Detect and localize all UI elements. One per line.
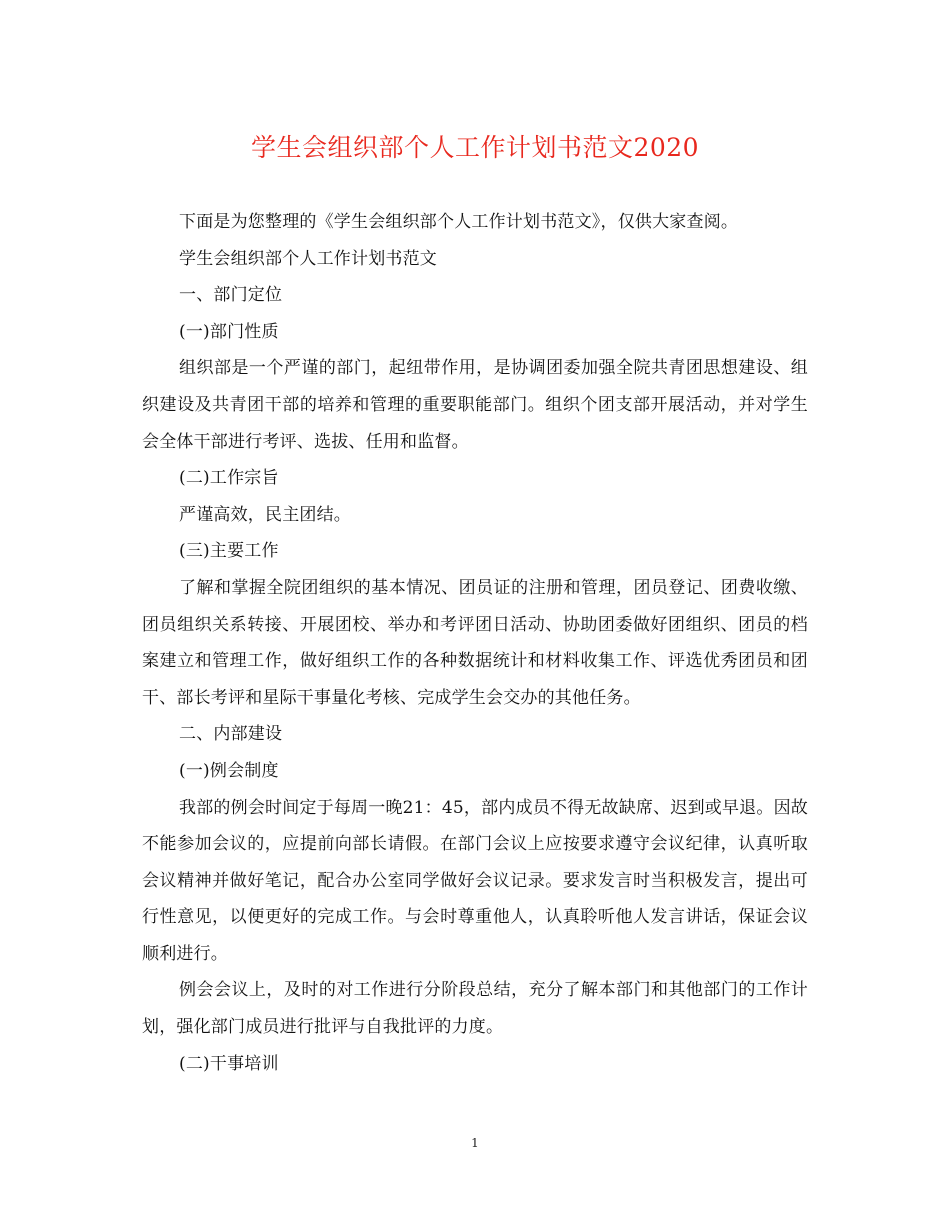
subsection-heading: (二)干事培训 — [179, 1053, 279, 1074]
subsection-heading: (三)主要工作 — [179, 541, 279, 562]
paragraph: 我部的例会时间定于每周一晚21：45，部内成员不得无故缺席、迟到或早退。因故不能参加会议的，应提前向部长请假。在部门会议上应按要求遵守会议纪律，认真听取会议精神并做好笔记，配合办公室同学做好会议记录。要求发言时当积极发言，提出可行性意见，以便更好的完成工作。与会时尊重他人，认真聆听他人发言讲话，保证会议顺利进行。 — [142, 797, 808, 964]
document-body — [142, 204, 808, 1082]
subsection-heading: (二)工作宗旨 — [179, 468, 279, 489]
subsection-heading: (一)部门性质 — [179, 321, 279, 342]
paragraph-subtitle: 学生会组织部个人工作计划书范文 — [179, 248, 437, 269]
paragraph: 例会会议上，及时的对工作进行分阶段总结，充分了解本部门和其他部门的工作计划，强化部门成员进行批评与自我批评的力度。 — [142, 980, 808, 1038]
paragraph-intro: 下面是为您整理的《学生会组织部个人工作计划书范文》，仅供大家查阅。 — [179, 212, 739, 232]
paragraph: 严谨高效，民主团结。 — [179, 504, 351, 525]
paragraph: 了解和掌握全院团组织的基本情况、团员证的注册和管理，团员登记、团费收缴、团员组织关系转接、开展团校、举办和考评团日活动、协助团委做好团组织、团员的档案建立和管理工作，做好组织工作的各种数据统计和材料收集工作、评选优秀团员和团干、部长考评和星际干事量化考核、完成学生会交办的其他任务。 — [142, 577, 808, 708]
section-heading: 二、内部建设 — [179, 724, 283, 745]
document-title: 学生会组织部个人工作计划书范文2020 — [250, 133, 700, 162]
subsection-heading: (一)例会制度 — [179, 760, 279, 781]
section-heading: 一、部门定位 — [179, 285, 283, 306]
paragraph: 组织部是一个严谨的部门，起纽带作用，是协调团委加强全院共青团思想建设、组织建设及共青团干部的培养和管理的重要职能部门。组织个团支部开展活动，并对学生会全体干部进行考评、选拔、任用和监督。 — [142, 358, 808, 452]
page-number: 1 — [471, 1136, 479, 1150]
